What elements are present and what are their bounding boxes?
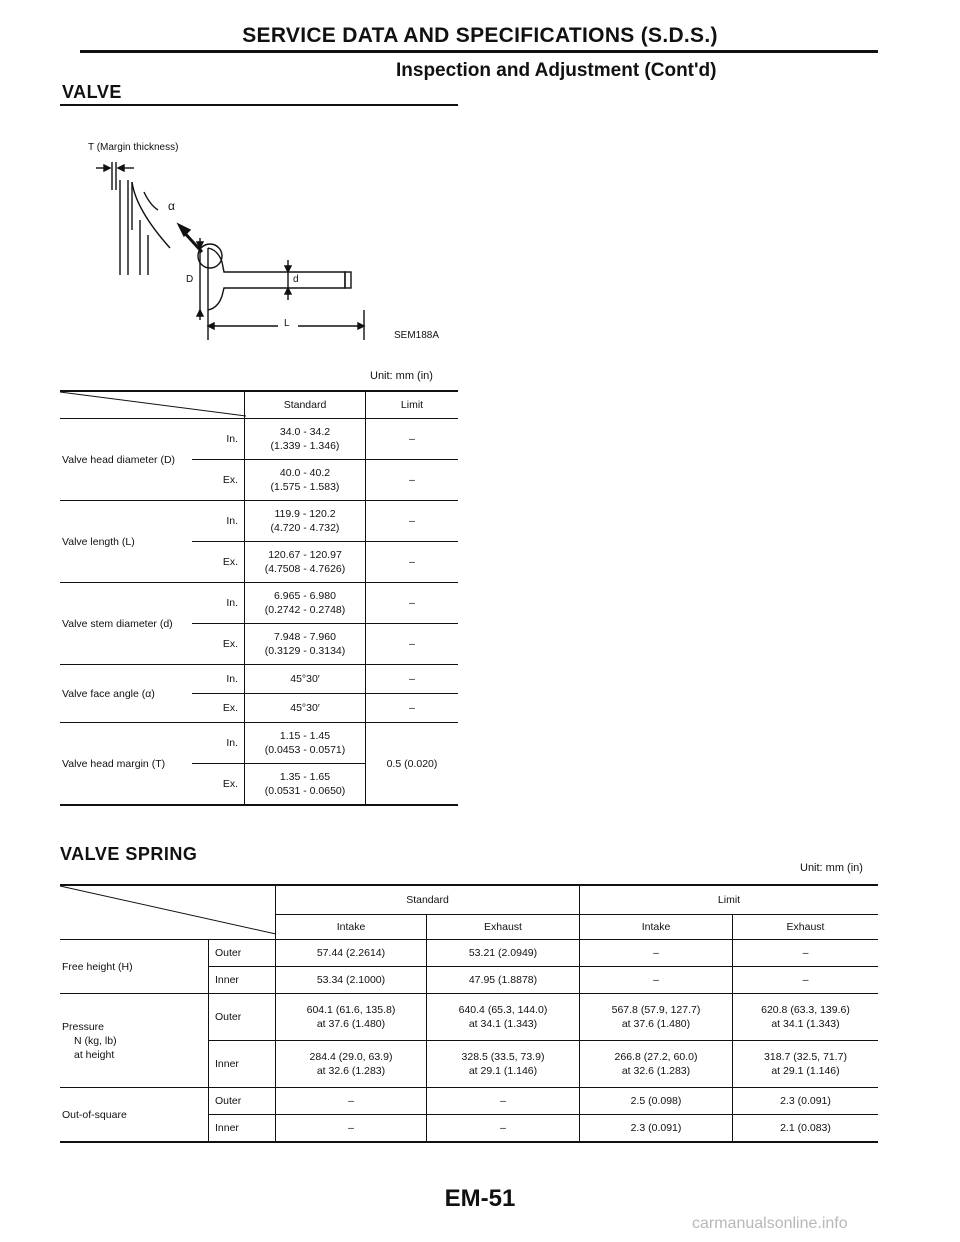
free-height-outer-limit-intake: – — [580, 940, 733, 967]
row-label-head-margin: Valve head margin (T) — [60, 723, 192, 806]
row-inner-label: Inner — [209, 967, 276, 994]
watermark-text: carmanualsonline.info — [692, 1215, 848, 1232]
row-label-out-of-square: Out-of-square — [60, 1088, 209, 1143]
oos-inner-std-exhaust: – — [427, 1115, 580, 1143]
face-angle-ex-std: 45°30′ — [245, 694, 366, 723]
row-ex-label: Ex. — [192, 624, 245, 665]
pressure-outer-limit-intake: 567.8 (57.9, 127.7) at 37.6 (1.480) — [580, 994, 733, 1041]
header-rule — [80, 50, 878, 53]
free-height-inner-limit-exhaust: – — [733, 967, 879, 994]
col-header-limit-intake: Intake — [580, 915, 733, 940]
stem-diameter-ex-limit: – — [366, 624, 459, 665]
face-angle-in-std: 45°30′ — [245, 665, 366, 694]
valve-spec-table — [60, 390, 458, 806]
col-header-limit: Limit — [580, 885, 879, 915]
valve-spring-table — [60, 884, 878, 1143]
row-outer-label: Outer — [209, 940, 276, 967]
valve-length-in-std: 119.9 - 120.2 (4.720 - 4.732) — [245, 501, 366, 542]
row-ex-label: Ex. — [192, 460, 245, 501]
valve-section-title: VALVE — [62, 82, 122, 102]
face-angle-in-limit: – — [366, 665, 459, 694]
col-header-standard: Standard — [245, 391, 366, 419]
pressure-inner-limit-intake: 266.8 (27.2, 60.0) at 32.6 (1.283) — [580, 1041, 733, 1088]
valve-table-corner — [60, 391, 245, 419]
figure-label-d: d — [293, 274, 299, 285]
pressure-inner-limit-exhaust: 318.7 (32.5, 71.7) at 29.1 (1.146) — [733, 1041, 879, 1088]
free-height-inner-limit-intake: – — [580, 967, 733, 994]
row-in-label: In. — [192, 723, 245, 764]
oos-inner-std-intake: – — [276, 1115, 427, 1143]
row-ex-label: Ex. — [192, 764, 245, 806]
col-header-standard-intake: Intake — [276, 915, 427, 940]
spring-unit-label: Unit: mm (in) — [800, 862, 863, 874]
row-outer-label: Outer — [209, 994, 276, 1041]
head-margin-limit: 0.5 (0.020) — [366, 723, 459, 806]
figure-label-alpha: α — [168, 199, 175, 213]
figure-label-L: L — [284, 318, 290, 329]
head-diameter-in-std: 34.0 - 34.2 (1.339 - 1.346) — [245, 419, 366, 460]
oos-outer-limit-intake: 2.5 (0.098) — [580, 1088, 733, 1115]
stem-diameter-ex-std: 7.948 - 7.960 (0.3129 - 0.3134) — [245, 624, 366, 665]
figure-label-margin: T (Margin thickness) — [88, 142, 179, 153]
free-height-outer-std-exhaust: 53.21 (2.0949) — [427, 940, 580, 967]
row-label-head-diameter: Valve head diameter (D) — [60, 419, 192, 501]
col-header-limit: Limit — [366, 391, 459, 419]
row-label-free-height: Free height (H) — [60, 940, 209, 994]
valve-length-in-limit: – — [366, 501, 459, 542]
row-outer-label: Outer — [209, 1088, 276, 1115]
row-label-face-angle: Valve face angle (α) — [60, 665, 192, 723]
spring-table-corner — [60, 885, 276, 940]
row-ex-label: Ex. — [192, 542, 245, 583]
col-header-limit-exhaust: Exhaust — [733, 915, 879, 940]
row-in-label: In. — [192, 419, 245, 460]
pressure-inner-std-intake: 284.4 (29.0, 63.9) at 32.6 (1.283) — [276, 1041, 427, 1088]
pressure-outer-limit-exhaust: 620.8 (63.3, 139.6) at 34.1 (1.343) — [733, 994, 879, 1041]
valve-figure-illustration — [60, 150, 460, 350]
row-in-label: In. — [192, 583, 245, 624]
head-diameter-ex-limit: – — [366, 460, 459, 501]
row-in-label: In. — [192, 501, 245, 542]
free-height-outer-limit-exhaust: – — [733, 940, 879, 967]
oos-outer-std-intake: – — [276, 1088, 427, 1115]
stem-diameter-in-limit: – — [366, 583, 459, 624]
oos-outer-std-exhaust: – — [427, 1088, 580, 1115]
row-label-stem-diameter: Valve stem diameter (d) — [60, 583, 192, 665]
oos-inner-limit-exhaust: 2.1 (0.083) — [733, 1115, 879, 1143]
figure-label-D: D — [186, 274, 194, 285]
row-label-valve-length: Valve length (L) — [60, 501, 192, 583]
row-inner-label: Inner — [209, 1041, 276, 1088]
stem-diameter-in-std: 6.965 - 6.980 (0.2742 - 0.2748) — [245, 583, 366, 624]
figure-code: SEM188A — [394, 330, 440, 341]
head-margin-ex-std: 1.35 - 1.65 (0.0531 - 0.0650) — [245, 764, 366, 806]
valve-unit-label: Unit: mm (in) — [370, 370, 433, 382]
face-angle-ex-limit: – — [366, 694, 459, 723]
valve-section-rule — [60, 104, 458, 106]
row-inner-label: Inner — [209, 1115, 276, 1143]
head-diameter-ex-std: 40.0 - 40.2 (1.575 - 1.583) — [245, 460, 366, 501]
row-label-pressure: Pressure N (kg, lb) at height — [60, 994, 209, 1088]
pressure-outer-std-exhaust: 640.4 (65.3, 144.0) at 34.1 (1.343) — [427, 994, 580, 1041]
valve-length-ex-std: 120.67 - 120.97 (4.7508 - 4.7626) — [245, 542, 366, 583]
page-header-title: SERVICE DATA AND SPECIFICATIONS (S.D.S.) — [242, 24, 718, 47]
page-number: EM-51 — [444, 1185, 516, 1212]
oos-outer-limit-exhaust: 2.3 (0.091) — [733, 1088, 879, 1115]
head-margin-in-std: 1.15 - 1.45 (0.0453 - 0.0571) — [245, 723, 366, 764]
oos-inner-limit-intake: 2.3 (0.091) — [580, 1115, 733, 1143]
head-diameter-in-limit: – — [366, 419, 459, 460]
free-height-inner-std-exhaust: 47.95 (1.8878) — [427, 967, 580, 994]
free-height-inner-std-intake: 53.34 (2.1000) — [276, 967, 427, 994]
page-header-subtitle: Inspection and Adjustment (Cont'd) — [396, 60, 717, 81]
pressure-outer-std-intake: 604.1 (61.6, 135.8) at 37.6 (1.480) — [276, 994, 427, 1041]
pressure-inner-std-exhaust: 328.5 (33.5, 73.9) at 29.1 (1.146) — [427, 1041, 580, 1088]
row-in-label: In. — [192, 665, 245, 694]
col-header-standard: Standard — [276, 885, 580, 915]
valve-spring-section-title: VALVE SPRING — [60, 844, 198, 864]
col-header-standard-exhaust: Exhaust — [427, 915, 580, 940]
free-height-outer-std-intake: 57.44 (2.2614) — [276, 940, 427, 967]
valve-length-ex-limit: – — [366, 542, 459, 583]
row-ex-label: Ex. — [192, 694, 245, 723]
